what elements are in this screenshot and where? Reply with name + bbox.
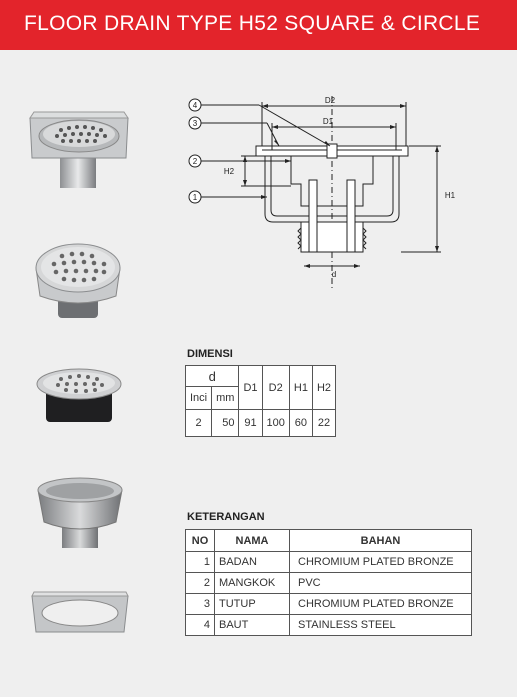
ket-bahan: STAINLESS STEEL [290,615,472,636]
dimensi-title: DIMENSI [187,348,233,360]
ket-bahan: PVC [290,573,472,594]
product-photo-round-drain [32,238,124,324]
page-header [0,0,517,50]
ket-nama: TUTUP [215,594,290,615]
product-photo-drain-body [34,474,126,550]
dim-cell-d1: 91 [239,410,262,437]
ket-bahan: CHROMIUM PLATED BRONZE [290,594,472,615]
table-row [186,552,472,573]
ket-no: 1 [186,552,215,573]
dim-header-d2: D2 [262,366,289,410]
ket-header-nama: NAMA [215,530,290,552]
ket-no: 3 [186,594,215,615]
dim-sub-mm: mm [212,387,239,410]
product-photo-square-drain [26,106,132,192]
dim-sub-inci: Inci [186,387,212,410]
technical-drawing [183,94,483,294]
callout-2: 2 [192,157,198,166]
dimensi-table [185,365,336,437]
callout-3: 3 [192,119,198,128]
dim-cell-h2: 22 [312,410,335,437]
callout-4: 4 [192,101,198,110]
table-row [186,573,472,594]
label-h1: H1 [444,191,456,200]
dim-header-d: d [186,366,239,387]
ket-header-no: NO [186,530,215,552]
dim-header-h1: H1 [289,366,312,410]
product-photo-square-frame [30,588,130,638]
label-h2: H2 [223,167,235,176]
ket-no: 4 [186,615,215,636]
keterangan-title: KETERANGAN [187,511,265,523]
table-row [186,594,472,615]
label-d: d [331,270,337,279]
label-d1: D1 [322,117,334,126]
ket-nama: BAUT [215,615,290,636]
dim-cell-mm: 50 [212,410,239,437]
ket-nama: BADAN [215,552,290,573]
ket-bahan: CHROMIUM PLATED BRONZE [290,552,472,573]
dim-cell-d2: 100 [262,410,289,437]
page-title: FLOOR DRAIN TYPE H52 SQUARE & CIRCLE [24,12,481,35]
label-d2: D2 [324,96,336,105]
table-row [186,615,472,636]
ket-nama: MANGKOK [215,573,290,594]
keterangan-table [185,529,472,636]
product-photo-cover-with-bowl [34,364,124,426]
dim-header-d1: D1 [239,366,262,410]
ket-no: 2 [186,573,215,594]
dim-cell-h1: 60 [289,410,312,437]
dim-header-h2: H2 [312,366,335,410]
ket-header-bahan: BAHAN [290,530,472,552]
callout-1: 1 [192,193,198,202]
dim-cell-inci: 2 [186,410,212,437]
